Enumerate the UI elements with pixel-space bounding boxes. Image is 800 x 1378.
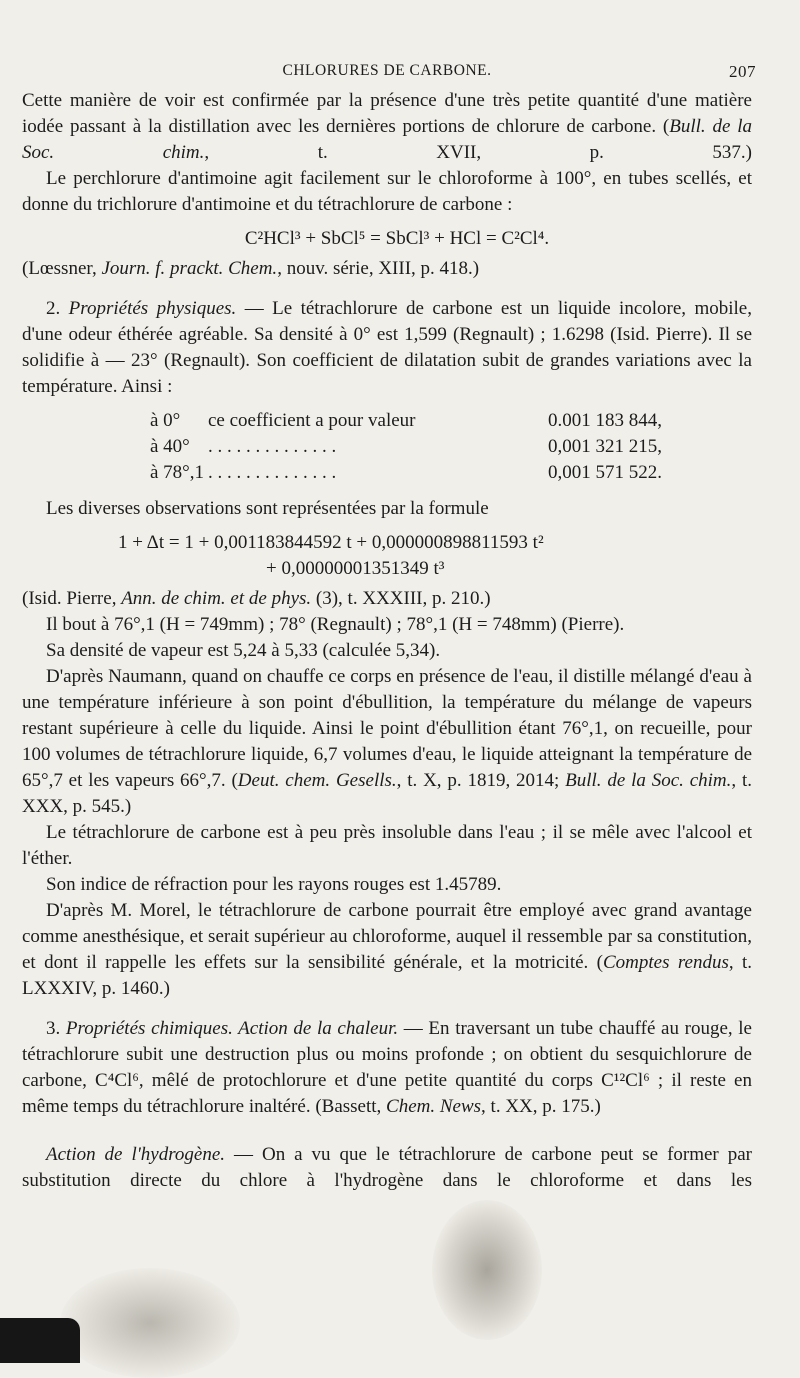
section-heading: Propriétés physiques. [68,298,237,319]
dilatation-formula [22,530,752,582]
paragraph-morel: D'après M. Morel, le tétrachlorure de carbone pourrait être employé avec grand avantage comme anesthésique, et serait supérieur au chloroforme, auquel il ressemble par sa constitution, et dont il rappelle les effets sur la sensibilité générale, et la motricité. (Comptes rendus, t. LXXXIV, p. 1460.) [22,900,752,999]
equation-antimoine: C²HCl³ + SbCl⁵ = SbCl³ + HCl = C²Cl⁴. [244,228,550,249]
stain [60,1268,240,1378]
section-proprietes-chimiques: 3. Propriétés chimiques. Action de la chaleur. — En traversant un tube chauffé au rouge, le tétrachlorure subit une destruction plus ou moins profonde ; on obtient du sesquichlorure de carbone, C⁴Cl⁶, mêlé de protochlorure et d'une petite quantité du corps C¹²Cl⁶ ; il reste en même temps du tétrachlorure inaltéré. (Bassett, Chem. News, t. XX, p. 175.) [22,1018,752,1117]
stain [432,1200,542,1340]
paragraph-formule-intro: Les diverses observations sont représentées par la formule [46,498,489,519]
coefficient-value: 0,001 321 215, [548,436,662,457]
table-row [150,436,662,462]
temperature-label: à 40° [150,436,190,457]
row-text: ce coefficient a pour valeur [208,410,416,431]
reference-pierre: (Isid. Pierre, Ann. de chim. et de phys. (3), t. XXXIII, p. 210.) [22,588,491,609]
corner-dark-mark [0,1318,80,1363]
section-action-hydrogene: Action de l'hydrogène. — On a vu que le tétrachlorure de carbone peut se former par substitution directe du chlore à l'hydrogène dans le chloroforme et dans les [22,1144,752,1191]
page [22,60,756,1194]
formula-line-1: 1 + Δt = 1 + 0,001183844592 t + 0,000000898811593 t² [118,532,544,553]
formula-line-2: + 0,00000001351349 t³ [266,558,445,579]
dilatation-table [150,410,662,488]
section-heading: Propriétés chimiques. Action de la chaleur. [65,1018,399,1039]
coefficient-value: 0,001 571 522. [548,462,662,483]
section-heading: Action de l'hydrogène. [46,1144,226,1165]
paragraph-refraction: Son indice de réfraction pour les rayons rouges est 1.45789. [46,874,502,895]
temperature-label: à 78°,1 [150,462,205,483]
section-proprietes-physiques: 2. Propriétés physiques. — Le tétrachlorure de carbone est un liquide incolore, mobile, d'une odeur éthérée agréable. Sa densité à 0° est 1,599 (Regnault) ; 1.6298 (Isid. Pierre). Il se solidifie à — 23° (Regnault). Son coefficient de dilatation subit de grandes variations avec la température. Ainsi : [22,298,752,397]
paragraph-iodee: Cette manière de voir est confirmée par la présence d'une très petite quantité d'une matière iodée passant à la distillation avec les dernières portions de chlorure de carbone. (Bull. de la Soc. chim., t. XVII, p. 537.) [22,90,752,163]
paragraph-ebullition: Il bout à 76°,1 (H = 749mm) ; 78° (Regnault) ; 78°,1 (H = 748mm) (Pierre). [46,614,625,635]
paragraph-antimoine: Le perchlorure d'antimoine agit facilement sur le chloroforme à 100°, en tubes scellés, et donne du trichlorure d'antimoine et du tétrachlorure de carbone : [22,168,752,215]
paragraph-densite-vapeur: Sa densité de vapeur est 5,24 à 5,33 (calculée 5,34). [46,640,441,661]
coefficient-value: 0.001 183 844, [548,410,662,431]
table-row [150,462,662,488]
running-title: CHLORURES DE CARBONE. [282,62,492,79]
reference-loessner: (Lœssner, Journ. f. prackt. Chem., nouv. série, XIII, p. 418.) [22,258,480,279]
paragraph-naumann: D'après Naumann, quand on chauffe ce corps en présence de l'eau, il distille mélangé d'eau à une température inférieure à son point d'ébullition, la température du mélange de vapeurs restant supérieure à celle du liquide. Ainsi le point d'ébullition étant 76°,1, on recueille, pour 100 volumes de tétrachlorure liquide, 6,7 volumes d'eau, le liquide atteignant la température de 65°,7 et les vapeurs 66°,7. (Deut. chem. Gesells., t. X, p. 1819, 2014; Bull. de la Soc. chim., t. XXX, p. 545.) [22,666,753,817]
running-header [22,60,756,88]
row-dots: . . . . . . . . . . . . . . [208,436,337,457]
row-dots: . . . . . . . . . . . . . . [208,462,337,483]
temperature-label: à 0° [150,410,181,431]
page-number: 207 [729,62,756,81]
table-row [150,410,662,436]
paragraph-solubilite: Le tétrachlorure de carbone est à peu près insoluble dans l'eau ; il se mêle avec l'alcool et l'éther. [22,822,752,869]
